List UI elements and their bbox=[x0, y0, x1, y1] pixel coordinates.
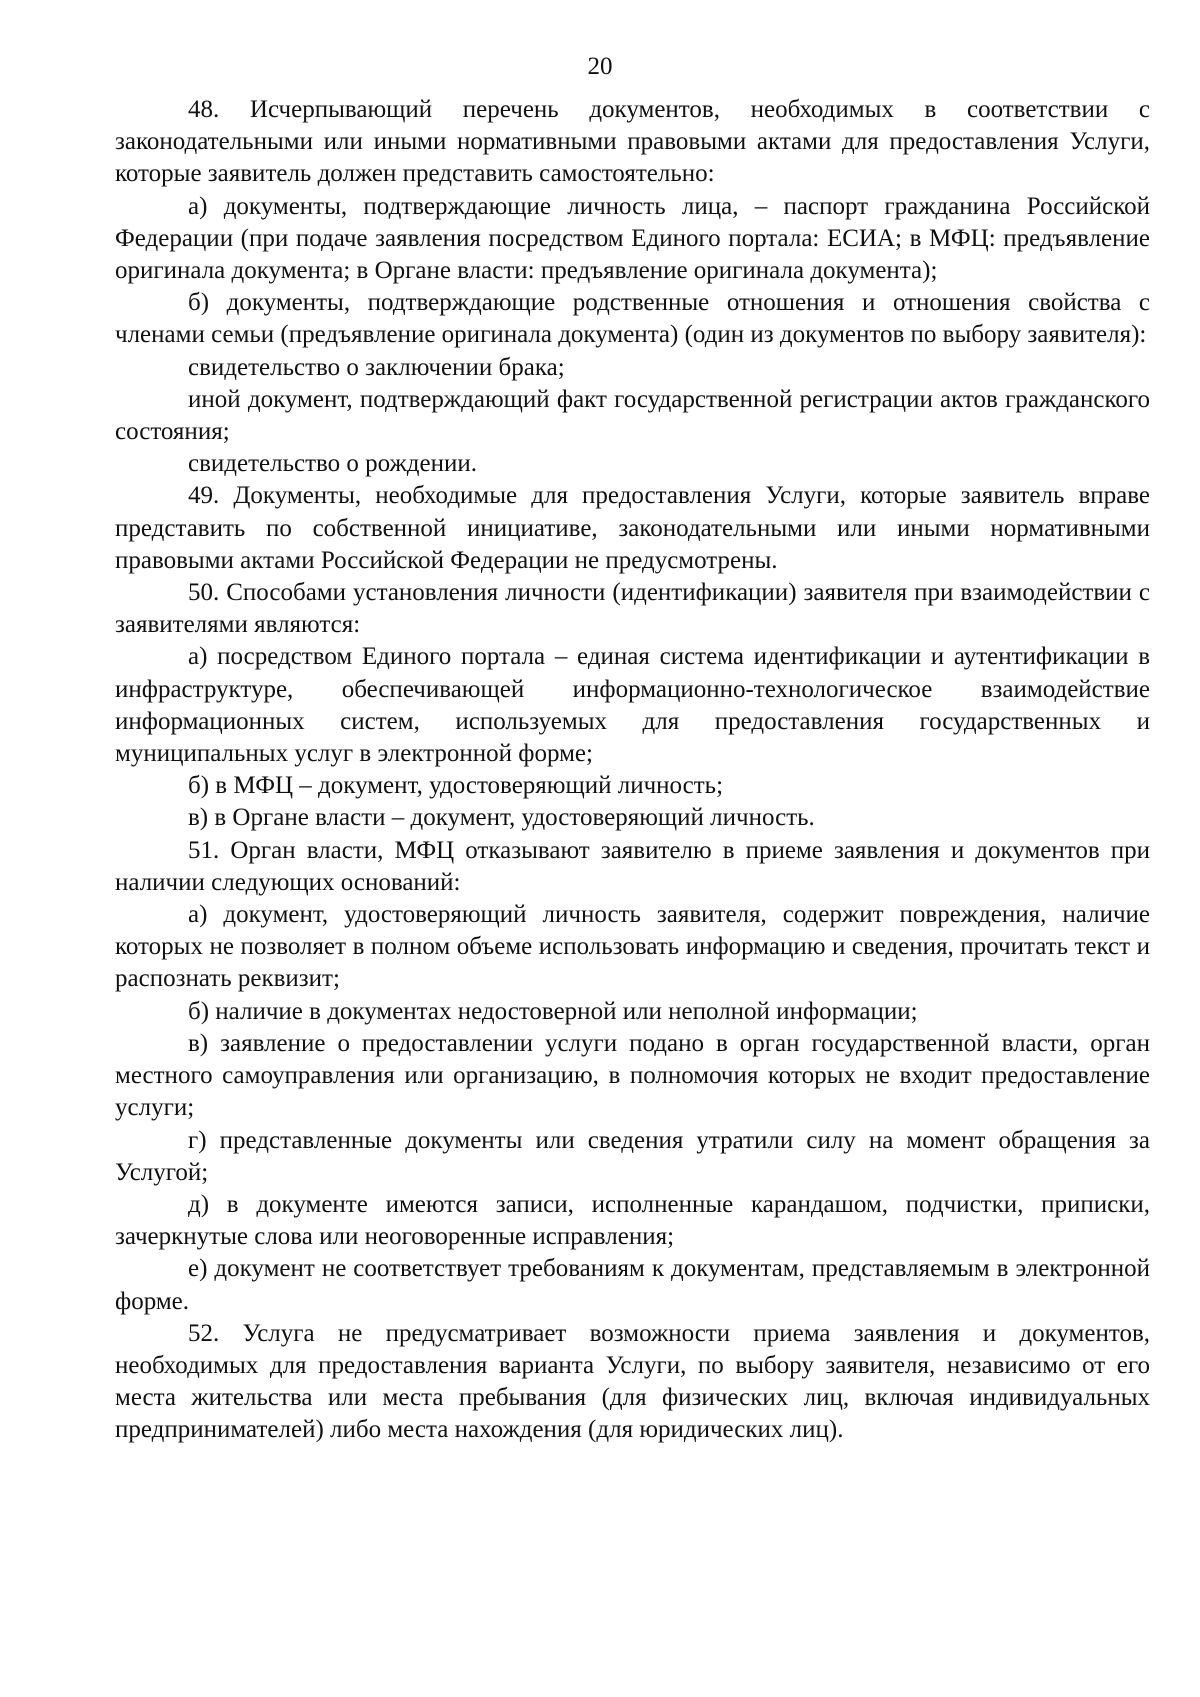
paragraph-51: 51. Орган власти, МФЦ отказывают заявителю в приеме заявления и документов при наличии следующих оснований: bbox=[115, 836, 1150, 896]
item-48-b-marriage-certificate: свидетельство о заключении брака; bbox=[188, 353, 565, 381]
item-48-a: а) документы, подтверждающие личность лица, – паспорт гражданина Российской Федерации (при подаче заявления посредством Единого портала: ЕСИА; в МФЦ: предъявление оригинала документа; в Органе власти: предъявление оригинала документа); bbox=[115, 192, 1150, 285]
item-50-v: в) в Органе власти – документ, удостоверяющий личность. bbox=[188, 804, 815, 832]
paragraph-48: 48. Исчерпывающий перечень документов, необходимых в соответствии с законодательными или иными нормативными правовыми актами для предоставления Услуги, которые заявитель должен представить самостоятельно: bbox=[115, 96, 1150, 188]
item-51-b: б) наличие в документах недостоверной или неполной информации; bbox=[188, 997, 918, 1025]
item-51-v: в) заявление о предоставлении услуги подано в орган государственной власти, орган местного самоуправления или организацию, в полномочия которых не входит предоставление услуги; bbox=[115, 1029, 1150, 1122]
item-50-a: а) посредством Единого портала – единая система идентификации и аутентификации в инфраструктуре, обеспечивающей информационно-технологическое взаимодействие информационных систем, используемых для предоставления государственных и муниципальных услуг в электронной форме; bbox=[115, 643, 1150, 768]
paragraph-50: 50. Способами установления личности (идентификации) заявителя при взаимодействии с заявителями являются: bbox=[115, 579, 1150, 639]
page-number: 20 bbox=[587, 53, 613, 80]
item-48-b: б) документы, подтверждающие родственные отношения и отношения свойства с членами семьи (предъявление оригинала документа) (один из документов по выбору заявителя): bbox=[115, 289, 1150, 349]
item-51-d: д) в документе имеются записи, исполненные карандашом, подчистки, приписки, зачеркнутые слова или неоговоренные исправления; bbox=[115, 1190, 1150, 1251]
item-48-b-birth-certificate: свидетельство о рождении. bbox=[188, 450, 478, 478]
paragraph-52: 52. Услуга не предусматривает возможности приема заявления и документов, необходимых для предоставления варианта Услуги, по выбору заявителя, независимо от его места жительства или места пребывания (для физических лиц, включая индивидуальных предпринимателей) либо места нахождения (для юридических лиц). bbox=[115, 1319, 1150, 1444]
document-body bbox=[115, 94, 1150, 1447]
item-51-a: а) документ, удостоверяющий личность заявителя, содержит повреждения, наличие которых не позволяет в полном объеме использовать информацию и сведения, прочитать текст и распознать реквизит; bbox=[115, 901, 1150, 993]
item-51-e: е) документ не соответствует требованиям к документам, представляемым в электронной форме. bbox=[115, 1255, 1150, 1315]
paragraph-49: 49. Документы, необходимые для предоставления Услуги, которые заявитель вправе представить по собственной инициативе, законодательными или иными нормативными правовыми актами Российской Федерации не предусмотрены. bbox=[115, 482, 1150, 574]
item-50-b: б) в МФЦ – документ, удостоверяющий личность; bbox=[188, 772, 724, 800]
item-48-b-other-document: иной документ, подтверждающий факт государственной регистрации актов гражданского состояния; bbox=[115, 385, 1150, 446]
item-51-g: г) представленные документы или сведения утратили силу на момент обращения за Услугой; bbox=[115, 1126, 1150, 1186]
